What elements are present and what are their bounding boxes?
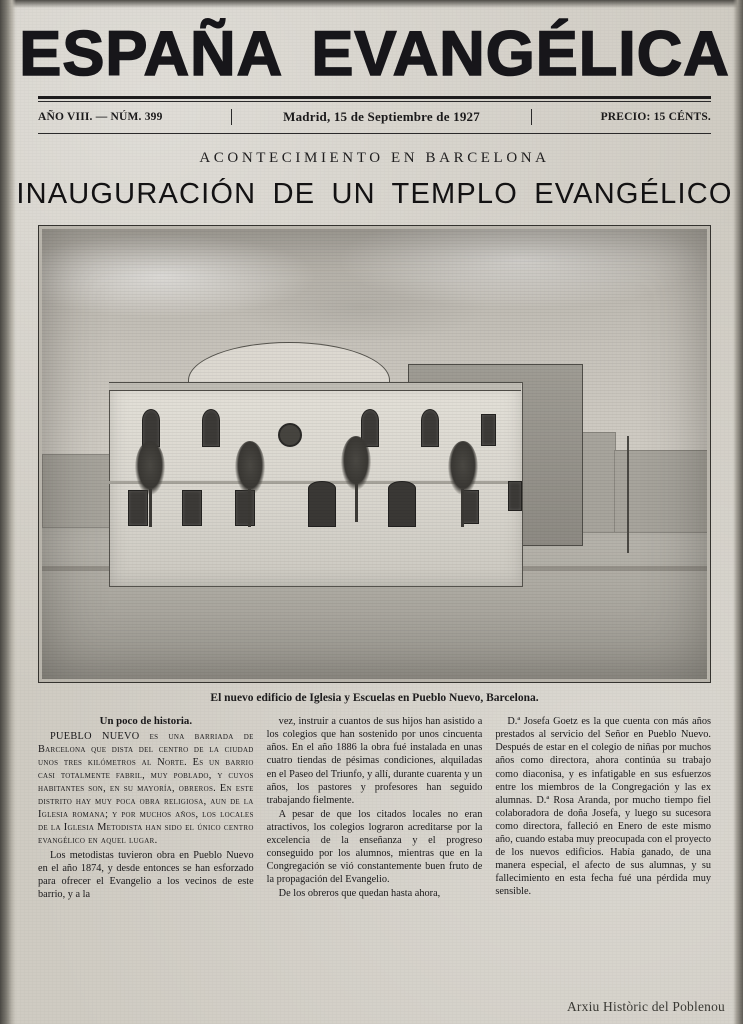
masthead	[16, 19, 733, 102]
page-sheet	[16, 8, 733, 1024]
issue-number: AÑO VIII. — NÚM. 399	[38, 111, 163, 124]
article-column-2	[267, 715, 483, 901]
archive-watermark: Arxiu Històric del Poblenou	[566, 999, 725, 1014]
article-kicker: ACONTECIMIENTO EN BARCELONA	[199, 150, 550, 167]
issue-price: PRECIO: 15 CÉNTS.	[600, 111, 711, 124]
photo-church-building	[42, 229, 707, 679]
photo-caption: El nuevo edificio de Iglesia y Escuelas en Pueblo Nuevo, Barcelona.	[210, 692, 539, 705]
masthead-title: ESPAÑA EVANGÉLICA	[19, 19, 730, 89]
issue-info-bar	[38, 102, 711, 133]
article-paragraph: A pesar de que los citados locales no eran atractivos, los colegios lograron acreditarse por la excelencia de la enseñanza y el progreso conseguido por los alumnos, mientras que en la Congregación se vió constantemente buen fruto de la propagación del Evangelio.	[266, 808, 483, 885]
article-body	[38, 715, 711, 901]
page-edge-left	[0, 0, 16, 1024]
article-subhead: Un poco de historia.	[99, 715, 193, 728]
article-headline: INAUGURACIÓN DE UN TEMPLO EVANGÉLICO	[16, 178, 733, 211]
photo-vignette	[42, 229, 707, 679]
issuebar-bottom-rule	[38, 133, 711, 134]
article-column-3	[495, 715, 711, 901]
page-edge-right	[733, 0, 743, 1024]
photo-frame	[38, 225, 711, 683]
article-paragraph: PUEBLO NUEVO es una barriada de Barcelona que dista del centro de la ciudad unos tres kilómetros al Norte. Es un barrio casi totalmente fabril, muy poblado, y cuyos habitantes son, en su mayoría, obreros. En este distrito hay muy poca obra religiosa, aun de la Iglesia romana; y por muchos años, los locales de la Iglesia Metodista han sido el único centro evangélico en aquel lugar.	[38, 730, 254, 847]
article-paragraph: vez, instruir a cuantos de sus hijos han asistido a los colegios que han sostenido por unos cincuenta años. En el año 1886 la obra fué instalada en unas cuatro tiendas de pésimas condiciones, alquiladas en el Paseo del Triunfo, y allí, durante cuarenta y un años, los pastores y profesores han seguido trabajando fielmente.	[266, 716, 483, 806]
article-paragraph: Los metodistas tuvieron obra en Pueblo Nuevo en el año 1874, y desde entonces se han esforzado para ofrecer el Evangelio a los vecinos de este barrio, y a la	[38, 849, 254, 900]
issuebar-divider-right	[531, 109, 532, 125]
article-paragraph: D.ª Josefa Goetz es la que cuenta con más años prestados al servicio del Señor en Pueblo Nuevo. Después de estar en el colegio de niñas por muchos años como directora, ahora continúa su trabajo como diaconisa, y es infatigable en sus esfuerzos entre los miembros de la Congregación y las ex alumnas. D.ª Rosa Aranda, por mucho tiempo fiel colaboradora de doña Josefa, y luego su sucesora como directora, falleció en Enero de este mismo año, cuando estaba muy preocupada con el proyecto de los nuevos edificios. Había ganado, de una manera especial, el afecto de sus alumnas, y su fallecimiento en esta fecha fué una pérdida muy sensible.	[495, 716, 712, 898]
article-paragraph: De los obreros que quedan hasta ahora,	[278, 888, 441, 900]
issuebar-divider-left	[231, 109, 232, 125]
page-edge-top	[0, 0, 743, 8]
masthead-rule-thick	[38, 96, 711, 99]
issue-date: Madrid, 15 de Septiembre de 1927	[283, 109, 480, 125]
article-column-1	[38, 715, 254, 901]
